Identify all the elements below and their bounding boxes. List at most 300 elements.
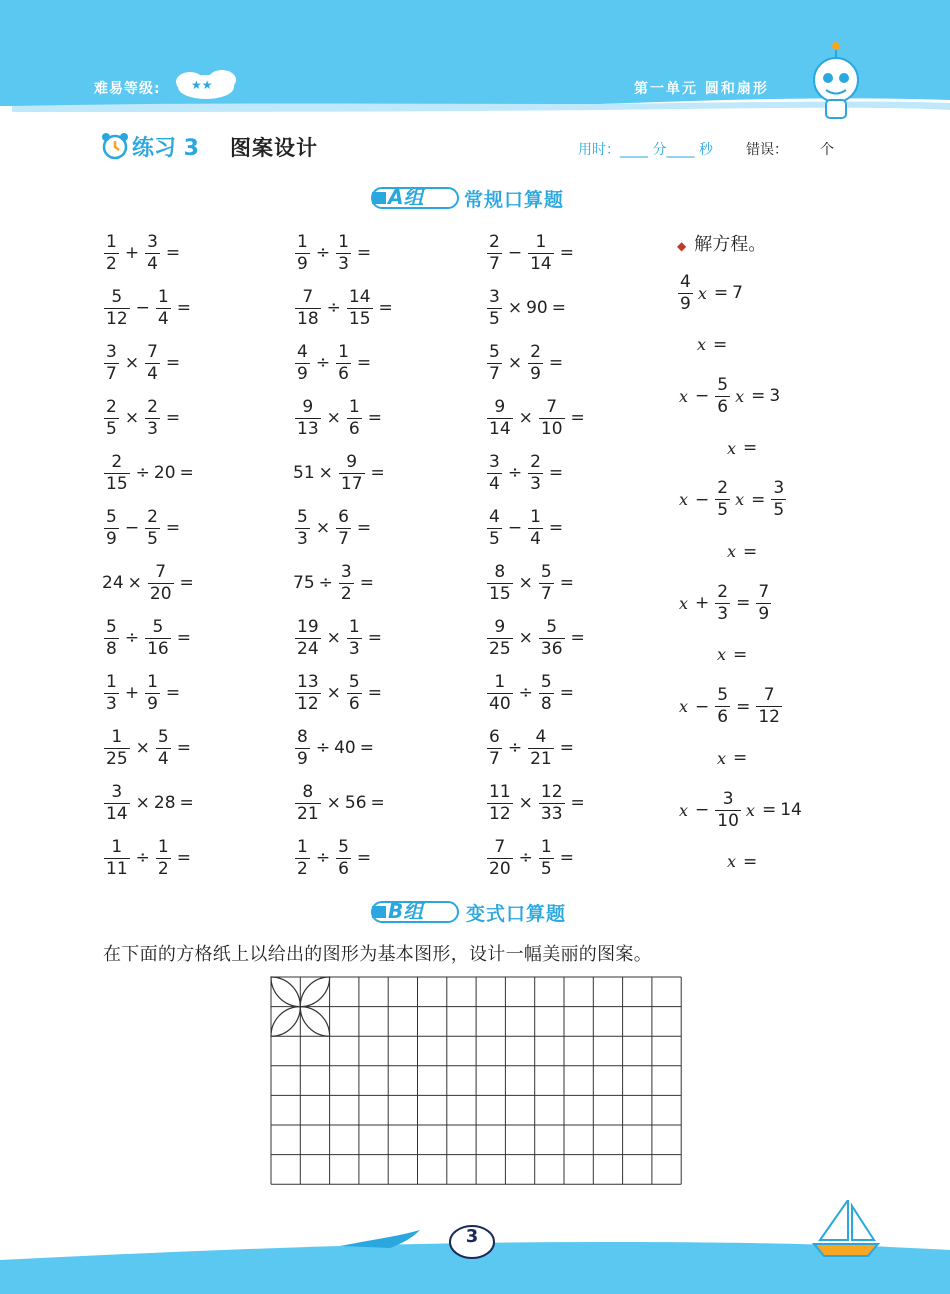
operator: = xyxy=(356,353,372,373)
denominator: 9 xyxy=(758,603,770,624)
denominator: 20 xyxy=(489,858,511,879)
fraction xyxy=(756,581,771,624)
variable: x xyxy=(735,490,745,510)
denominator: 33 xyxy=(540,803,563,824)
operator: + xyxy=(124,683,140,703)
operator: = xyxy=(570,628,585,648)
base-pattern-petal xyxy=(271,977,300,1007)
denominator: 10 xyxy=(540,418,563,439)
denominator: 14 xyxy=(489,418,511,439)
denominator: 6 xyxy=(717,707,729,728)
numerator: 2 xyxy=(147,396,158,417)
equations-title: ◆ 解方程。 xyxy=(677,234,767,255)
fraction xyxy=(336,506,351,549)
number: 3 xyxy=(769,386,781,407)
calc-problem xyxy=(293,833,375,883)
numerator: 4 xyxy=(489,506,500,527)
variable: x xyxy=(727,542,737,561)
numerator: 4 xyxy=(535,726,547,747)
calc-problem xyxy=(293,558,378,608)
denominator: 7 xyxy=(489,253,500,274)
operator: = xyxy=(751,386,766,407)
denominator: 8 xyxy=(106,638,117,659)
operator: ÷ xyxy=(315,243,331,263)
fraction xyxy=(104,286,130,329)
numerator: 1 xyxy=(540,836,552,857)
numerator: 1 xyxy=(348,616,360,637)
fraction xyxy=(487,286,502,329)
denominator: 21 xyxy=(297,803,319,824)
fraction xyxy=(104,616,119,659)
operator: − xyxy=(507,243,523,263)
calc-problem xyxy=(102,833,195,883)
numerator: 7 xyxy=(302,286,314,307)
numerator: 1 xyxy=(297,836,308,857)
operator: = xyxy=(743,541,758,562)
fraction xyxy=(145,671,160,714)
numerator: 9 xyxy=(494,396,506,417)
denominator: 14 xyxy=(106,803,128,824)
calc-problem xyxy=(293,393,386,443)
fraction xyxy=(104,451,130,494)
operator: = xyxy=(165,518,181,538)
exercise-title: 练习 3 xyxy=(132,136,199,161)
numerator: 4 xyxy=(297,341,308,362)
calc-problem xyxy=(485,558,578,608)
operator: ÷ xyxy=(135,463,150,483)
operator: = xyxy=(551,298,566,318)
calc-problem xyxy=(102,668,184,718)
denominator: 7 xyxy=(489,748,500,769)
numerator: 2 xyxy=(530,341,541,362)
denominator: 3 xyxy=(717,603,729,624)
numerator: 1 xyxy=(157,286,169,307)
numerator: 3 xyxy=(489,451,500,472)
denominator: 4 xyxy=(147,363,158,384)
operator: − xyxy=(124,518,140,538)
fraction xyxy=(104,836,130,879)
fraction xyxy=(715,788,741,831)
operator: − xyxy=(695,800,710,820)
equation-answer-line xyxy=(724,423,761,473)
fraction xyxy=(528,341,543,384)
numerator: 5 xyxy=(540,671,552,692)
fraction xyxy=(295,781,321,824)
operator: × xyxy=(124,408,140,428)
fraction xyxy=(528,451,543,494)
denominator: 15 xyxy=(348,308,371,329)
operator: = xyxy=(165,243,181,263)
numerator: 5 xyxy=(106,616,117,637)
fraction xyxy=(156,726,171,769)
calc-problem xyxy=(485,338,567,388)
calc-problem xyxy=(102,558,198,608)
fraction xyxy=(104,396,119,439)
variable: x xyxy=(727,852,737,872)
variable: x xyxy=(697,335,707,355)
denominator: 9 xyxy=(680,293,691,314)
fraction xyxy=(104,781,130,824)
numerator: 9 xyxy=(346,451,358,472)
operator: = xyxy=(761,800,777,820)
fraction xyxy=(539,836,554,879)
numerator: 3 xyxy=(111,781,123,802)
denominator: 40 xyxy=(489,693,511,714)
operator: = xyxy=(713,334,728,355)
numerator: 1 xyxy=(338,231,349,252)
numerator: 4 xyxy=(680,271,691,292)
calc-problem xyxy=(485,833,578,883)
denominator: 25 xyxy=(106,748,128,769)
operator: = xyxy=(548,518,564,538)
denominator: 3 xyxy=(530,473,541,494)
numerator: 5 xyxy=(717,685,729,706)
operator: × xyxy=(326,683,341,703)
numerator: 3 xyxy=(147,231,158,252)
operator: ÷ xyxy=(326,298,341,318)
fraction xyxy=(715,581,730,624)
numerator: 14 xyxy=(348,286,371,307)
denominator: 9 xyxy=(106,528,117,549)
denominator: 2 xyxy=(297,858,308,879)
equation-answer-line xyxy=(714,630,751,680)
operator: = xyxy=(559,573,574,593)
fraction xyxy=(528,726,554,769)
operator: ÷ xyxy=(315,848,331,868)
denominator: 24 xyxy=(297,638,319,659)
numerator: 7 xyxy=(763,685,775,706)
operator: − xyxy=(507,518,523,538)
operator: = xyxy=(743,438,758,459)
operator: = xyxy=(367,628,382,648)
denominator: 6 xyxy=(338,363,349,384)
fraction xyxy=(528,506,543,549)
operator: × xyxy=(507,353,523,373)
calc-problem xyxy=(102,448,198,498)
equation xyxy=(676,578,773,628)
operator: − xyxy=(695,489,710,510)
sailboat-icon xyxy=(814,1200,878,1256)
fraction xyxy=(487,396,513,439)
denominator: 9 xyxy=(297,363,308,384)
numerator: 1 xyxy=(297,231,308,252)
numerator: 9 xyxy=(302,396,314,417)
operator: = xyxy=(370,463,385,483)
numerator: 5 xyxy=(489,341,500,362)
operator: × xyxy=(326,408,341,428)
calc-problem xyxy=(102,723,195,773)
difficulty-stars: ★★ xyxy=(191,78,213,92)
numerator: 1 xyxy=(494,671,506,692)
number: 24 xyxy=(102,573,124,593)
denominator: 16 xyxy=(147,638,169,659)
calc-problem xyxy=(293,338,375,388)
calc-problem xyxy=(102,613,195,663)
numerator: 7 xyxy=(494,836,506,857)
numerator: 8 xyxy=(297,726,308,747)
calc-problem xyxy=(293,228,375,278)
number: 56 xyxy=(344,793,367,813)
base-pattern-petal xyxy=(300,977,329,1007)
operator: = xyxy=(559,683,574,703)
denominator: 9 xyxy=(530,363,541,384)
fraction xyxy=(295,506,310,549)
fraction xyxy=(487,836,513,879)
denominator: 14 xyxy=(530,253,552,274)
denominator: 5 xyxy=(773,500,785,521)
denominator: 12 xyxy=(106,308,128,329)
equation-answer-line xyxy=(724,527,761,577)
denominator: 6 xyxy=(338,858,349,879)
page-number: 3 xyxy=(465,1226,479,1247)
operator: = xyxy=(367,408,382,428)
denominator: 3 xyxy=(348,638,360,659)
number: 7 xyxy=(732,283,743,303)
variable: x xyxy=(717,748,727,768)
operator: ÷ xyxy=(518,683,533,703)
header-background xyxy=(0,0,950,125)
fraction xyxy=(347,396,362,439)
calc-problem xyxy=(485,393,589,443)
variable: x xyxy=(717,645,727,665)
calc-problem xyxy=(102,228,184,278)
fraction xyxy=(295,671,321,714)
numerator: 13 xyxy=(297,671,319,692)
numerator: 2 xyxy=(147,506,158,527)
denominator: 17 xyxy=(340,473,363,494)
denominator: 2 xyxy=(106,253,117,274)
operator: × xyxy=(318,463,333,483)
variable: x xyxy=(679,490,689,510)
operator: = xyxy=(559,738,574,758)
operator: = xyxy=(751,489,766,510)
calc-problem xyxy=(102,393,184,443)
fraction xyxy=(295,396,321,439)
fraction xyxy=(487,506,502,549)
denominator: 6 xyxy=(348,693,360,714)
denominator: 3 xyxy=(297,528,308,549)
numerator: 9 xyxy=(494,616,506,637)
numerator: 1 xyxy=(106,671,117,692)
number: 51 xyxy=(293,463,315,483)
variable: x xyxy=(745,800,755,820)
numerator: 2 xyxy=(106,396,117,417)
numerator: 7 xyxy=(758,581,770,602)
denominator: 4 xyxy=(147,253,158,274)
operator: = xyxy=(359,738,374,758)
variable: x xyxy=(727,438,737,458)
calc-problem xyxy=(293,778,389,828)
time-label: 用时：____ 分____ 秒 xyxy=(578,142,713,158)
numerator: 5 xyxy=(111,286,123,307)
numerator: 2 xyxy=(489,231,500,252)
section-b-badge: B组 xyxy=(388,899,424,923)
numerator: 3 xyxy=(722,788,734,809)
grid-paper[interactable] xyxy=(270,976,683,1186)
numerator: 8 xyxy=(494,561,506,582)
operator: = xyxy=(165,683,181,703)
numerator: 1 xyxy=(147,671,158,692)
operator: = xyxy=(179,463,194,483)
fraction xyxy=(145,616,171,659)
operator: = xyxy=(356,848,372,868)
operator: = xyxy=(559,848,574,868)
denominator: 5 xyxy=(106,418,117,439)
equation xyxy=(676,682,784,732)
calc-problem xyxy=(485,613,589,663)
operator: − xyxy=(695,696,710,717)
calc-problem xyxy=(485,283,570,333)
numerator: 1 xyxy=(111,726,123,747)
numerator: 7 xyxy=(147,341,158,362)
calc-problem xyxy=(485,668,578,718)
operator: = xyxy=(165,353,181,373)
operator: = xyxy=(559,243,574,263)
operator: × xyxy=(518,408,533,428)
equation xyxy=(676,268,743,318)
denominator: 9 xyxy=(147,693,158,714)
fraction xyxy=(487,231,502,274)
denominator: 2 xyxy=(157,858,169,879)
variable: x xyxy=(697,283,707,303)
fraction xyxy=(145,506,160,549)
fraction xyxy=(295,286,321,329)
equation xyxy=(676,475,788,525)
fraction xyxy=(104,231,119,274)
fraction xyxy=(104,671,119,714)
fraction xyxy=(295,836,310,879)
denominator: 11 xyxy=(106,858,128,879)
difficulty-label: 难易等级: xyxy=(94,81,161,97)
operator: × xyxy=(507,298,523,318)
calc-problem xyxy=(293,668,386,718)
operator: × xyxy=(518,573,533,593)
operator: = xyxy=(570,408,585,428)
denominator: 12 xyxy=(297,693,319,714)
operator: = xyxy=(176,298,191,318)
fraction xyxy=(487,726,502,769)
fraction xyxy=(715,687,730,726)
operator: × xyxy=(315,518,331,538)
numerator: 1 xyxy=(338,341,349,362)
denominator: 5 xyxy=(540,858,552,879)
fraction xyxy=(104,726,130,769)
operator: − xyxy=(695,386,710,407)
denominator: 21 xyxy=(530,748,552,769)
numerator: 3 xyxy=(489,286,500,307)
denominator: 7 xyxy=(540,583,552,604)
numerator: 6 xyxy=(489,726,500,747)
variable: x xyxy=(679,593,689,613)
operator: = xyxy=(736,696,751,717)
fraction xyxy=(295,616,321,659)
fraction xyxy=(336,836,351,879)
numerator: 11 xyxy=(489,781,511,802)
denominator: 20 xyxy=(149,583,172,604)
denominator: 25 xyxy=(489,638,511,659)
operator: = xyxy=(713,283,729,303)
denominator: 9 xyxy=(297,748,308,769)
denominator: 5 xyxy=(489,528,500,549)
base-pattern-petal xyxy=(300,1007,329,1037)
operator: = xyxy=(548,353,564,373)
calc-problem xyxy=(102,503,184,553)
fraction xyxy=(487,561,513,604)
fraction xyxy=(336,341,351,384)
variable: x xyxy=(679,697,689,717)
numerator: 2 xyxy=(717,581,729,602)
equation-answer-line xyxy=(714,733,751,783)
operator: = xyxy=(165,408,181,428)
fraction xyxy=(539,781,565,824)
fraction xyxy=(295,231,310,274)
operator: + xyxy=(695,593,710,614)
operator: = xyxy=(176,738,191,758)
numerator: 5 xyxy=(717,374,729,395)
number: 20 xyxy=(153,463,176,483)
operator: × xyxy=(518,628,533,648)
fraction xyxy=(539,396,565,439)
operator: ÷ xyxy=(135,848,150,868)
number: 75 xyxy=(293,573,315,593)
numerator: 7 xyxy=(546,396,558,417)
fraction xyxy=(756,687,782,726)
exercise-topic: 图案设计 xyxy=(230,136,318,160)
fraction xyxy=(148,561,174,604)
numerator: 1 xyxy=(530,506,541,527)
fraction xyxy=(295,341,310,384)
variable: x xyxy=(679,800,689,820)
numerator: 3 xyxy=(773,478,785,499)
fraction xyxy=(145,396,160,439)
number: 14 xyxy=(780,800,802,820)
numerator: 1 xyxy=(106,231,117,252)
number: 90 xyxy=(526,298,548,318)
calc-problem xyxy=(293,613,386,663)
denominator: 36 xyxy=(540,638,563,659)
denominator: 8 xyxy=(540,693,552,714)
operator: ÷ xyxy=(315,738,331,758)
calc-problem xyxy=(293,723,378,773)
operator: × xyxy=(518,793,533,813)
operator: ÷ xyxy=(507,463,523,483)
fraction xyxy=(715,480,730,519)
fraction xyxy=(336,231,351,274)
unit-title: 第一单元 圆和扇形 xyxy=(634,81,769,97)
numerator: 5 xyxy=(157,726,169,747)
denominator: 15 xyxy=(489,583,511,604)
numerator: 1 xyxy=(535,231,547,252)
denominator: 10 xyxy=(717,810,739,831)
equation-answer-line xyxy=(694,320,731,370)
fraction xyxy=(156,836,171,879)
operator: ÷ xyxy=(318,573,333,593)
fraction xyxy=(487,671,513,714)
instruction-text: 在下面的方格纸上以给出的图形为基本图形，设计一幅美丽的图案。 xyxy=(103,944,652,965)
denominator: 9 xyxy=(297,253,308,274)
numerator: 5 xyxy=(106,506,117,527)
denominator: 15 xyxy=(106,473,128,494)
numerator: 12 xyxy=(540,781,563,802)
fraction xyxy=(104,341,119,384)
denominator: 12 xyxy=(758,707,780,728)
calc-problem xyxy=(293,283,397,333)
denominator: 13 xyxy=(297,418,319,439)
operator: = xyxy=(359,573,374,593)
operator: + xyxy=(124,243,140,263)
variable: x xyxy=(679,386,689,406)
fraction xyxy=(347,616,362,659)
